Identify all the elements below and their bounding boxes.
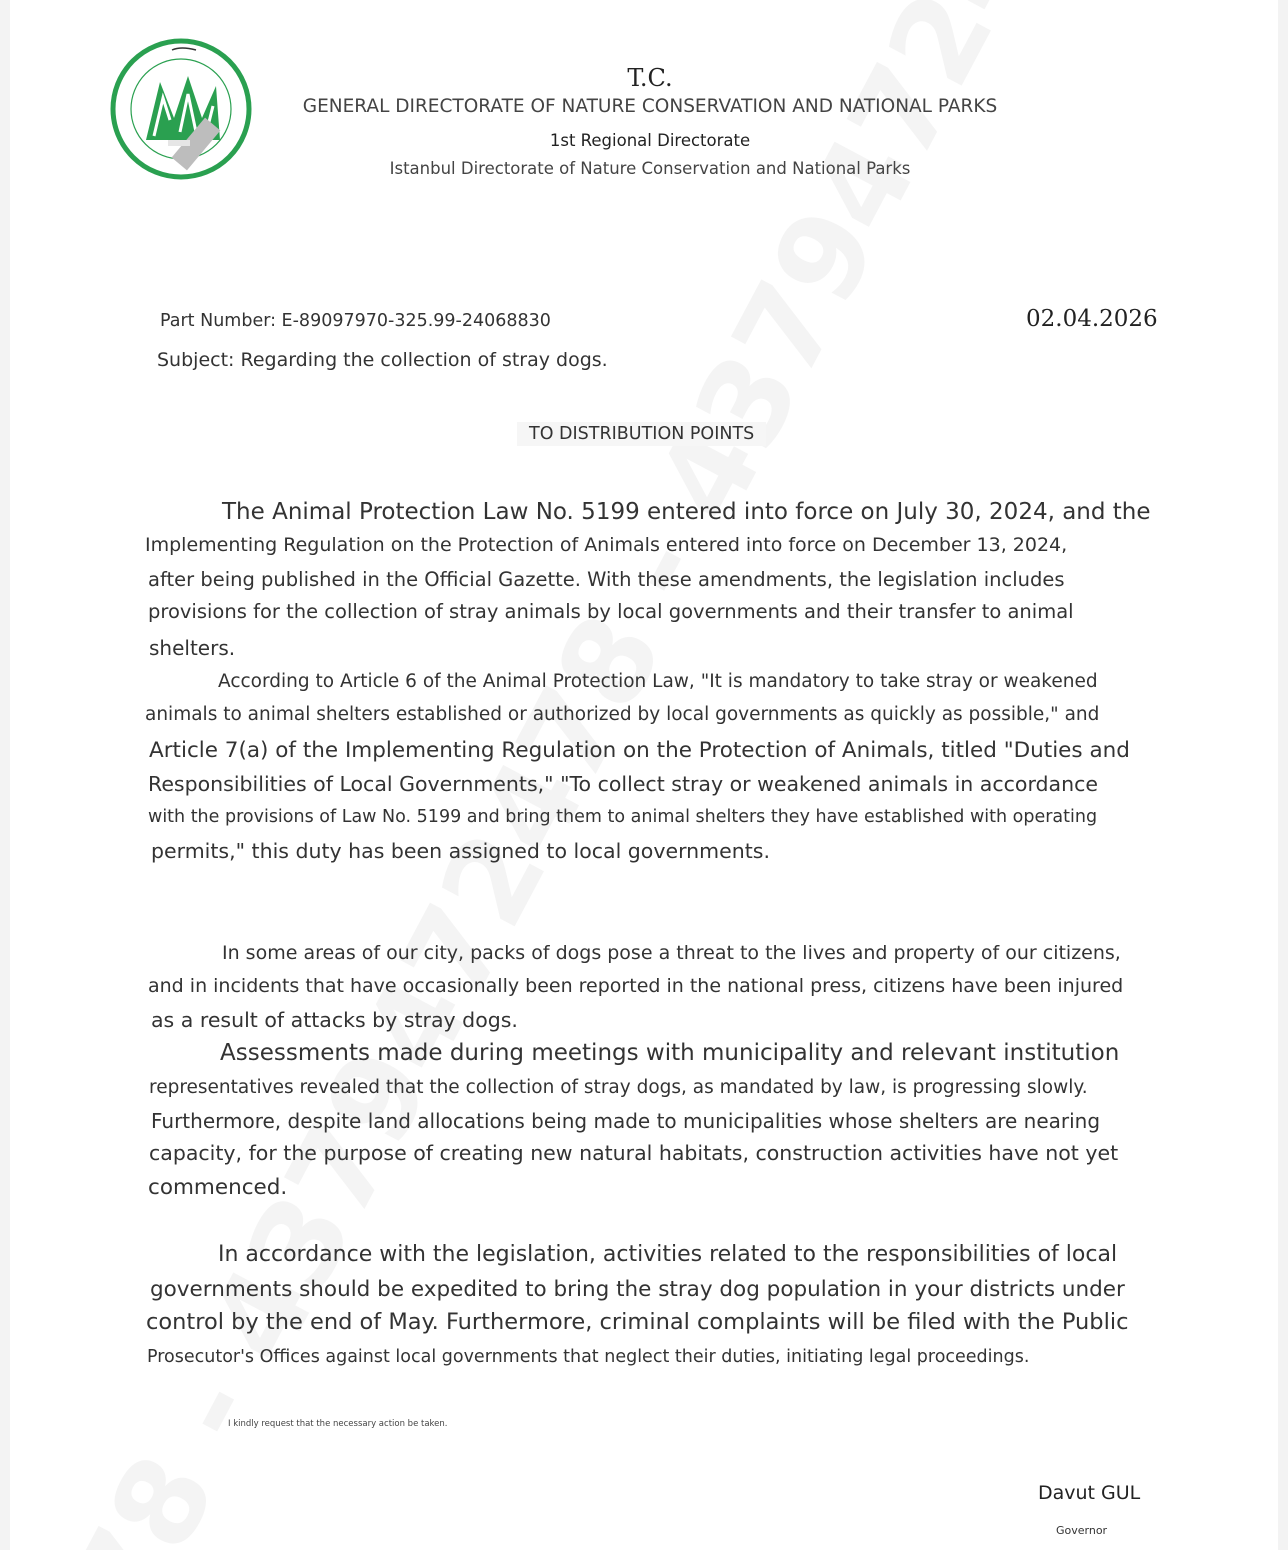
body-line: Implementing Regulation on the Protection of Animals entered into force on December 13, 2024, <box>145 534 1068 556</box>
body-line: provisions for the collection of stray animals by local governments and their transfer to animal <box>148 600 1074 623</box>
body-line: capacity, for the purpose of creating new natural habitats, construction activities have not yet <box>149 1141 1119 1165</box>
body-line: with the provisions of Law No. 5199 and bring them to animal shelters they have established with operating <box>148 807 1098 827</box>
national-parks-logo <box>108 36 254 182</box>
signatory-name: Davut GUL <box>1038 1482 1141 1504</box>
body-line: Prosecutor's Offices against local governments that neglect their duties, initiating legal proceedings. <box>147 1347 1030 1367</box>
header-directorate: GENERAL DIRECTORATE OF NATURE CONSERVATION AND NATIONAL PARKS <box>302 96 998 117</box>
document-date: 02.04.2026 <box>1026 306 1158 332</box>
body-line: commenced. <box>148 1175 288 1200</box>
header-regional: 1st Regional Directorate <box>549 131 751 150</box>
body-line: In some areas of our city, packs of dogs pose a threat to the lives and property of our citizens, <box>222 942 1121 964</box>
signatory-title: Governor <box>1056 1524 1108 1537</box>
body-line: representatives revealed that the collection of stray dogs, as mandated by law, is progressing slowly. <box>149 1077 1088 1098</box>
body-line: According to Article 6 of the Animal Protection Law, "It is mandatory to take stray or weakened <box>218 671 1098 692</box>
distribution-heading: TO DISTRIBUTION POINTS <box>517 422 766 446</box>
document-page <box>10 0 1278 1550</box>
body-line: governments should be expedited to bring the stray dog population in your districts under <box>150 1277 1125 1302</box>
body-line: permits," this duty has been assigned to local governments. <box>151 839 770 863</box>
body-line: control by the end of May. Furthermore, criminal complaints will be filed with the Public <box>146 1309 1129 1335</box>
header-istanbul: Istanbul Directorate of Nature Conservation and National Parks <box>389 159 911 178</box>
body-line: and in incidents that have occasionally been reported in the national press, citizens have been injured <box>148 975 1124 997</box>
body-line: Furthermore, despite land allocations being made to municipalities whose shelters are nearing <box>151 1109 1101 1133</box>
body-line: shelters. <box>149 636 236 660</box>
body-line: The Animal Protection Law No. 5199 entered into force on July 30, 2024, and the <box>222 499 1151 525</box>
body-line: animals to animal shelters established or authorized by local governments as quickly as possible," and <box>145 704 1100 725</box>
part-number: Part Number: E-89097970-325.99-24068830 <box>160 311 551 331</box>
closing-note: I kindly request that the necessary action be taken. <box>228 1419 448 1429</box>
body-line: Responsibilities of Local Governments," "To collect stray or weakened animals in accordance <box>148 772 1098 796</box>
body-line: as a result of attacks by stray dogs. <box>151 1008 518 1032</box>
body-line: In accordance with the legislation, activities related to the responsibilities of local <box>218 1242 1118 1267</box>
body-line: after being published in the Official Gazette. With these amendments, the legislation includes <box>148 568 1065 591</box>
body-line: Article 7(a) of the Implementing Regulation on the Protection of Animals, titled "Duties and <box>149 738 1130 763</box>
subject-line: Subject: Regarding the collection of stray dogs. <box>157 349 608 371</box>
body-line: Assessments made during meetings with municipality and relevant institution <box>220 1040 1120 1066</box>
header-tc: T.C. <box>627 64 673 92</box>
